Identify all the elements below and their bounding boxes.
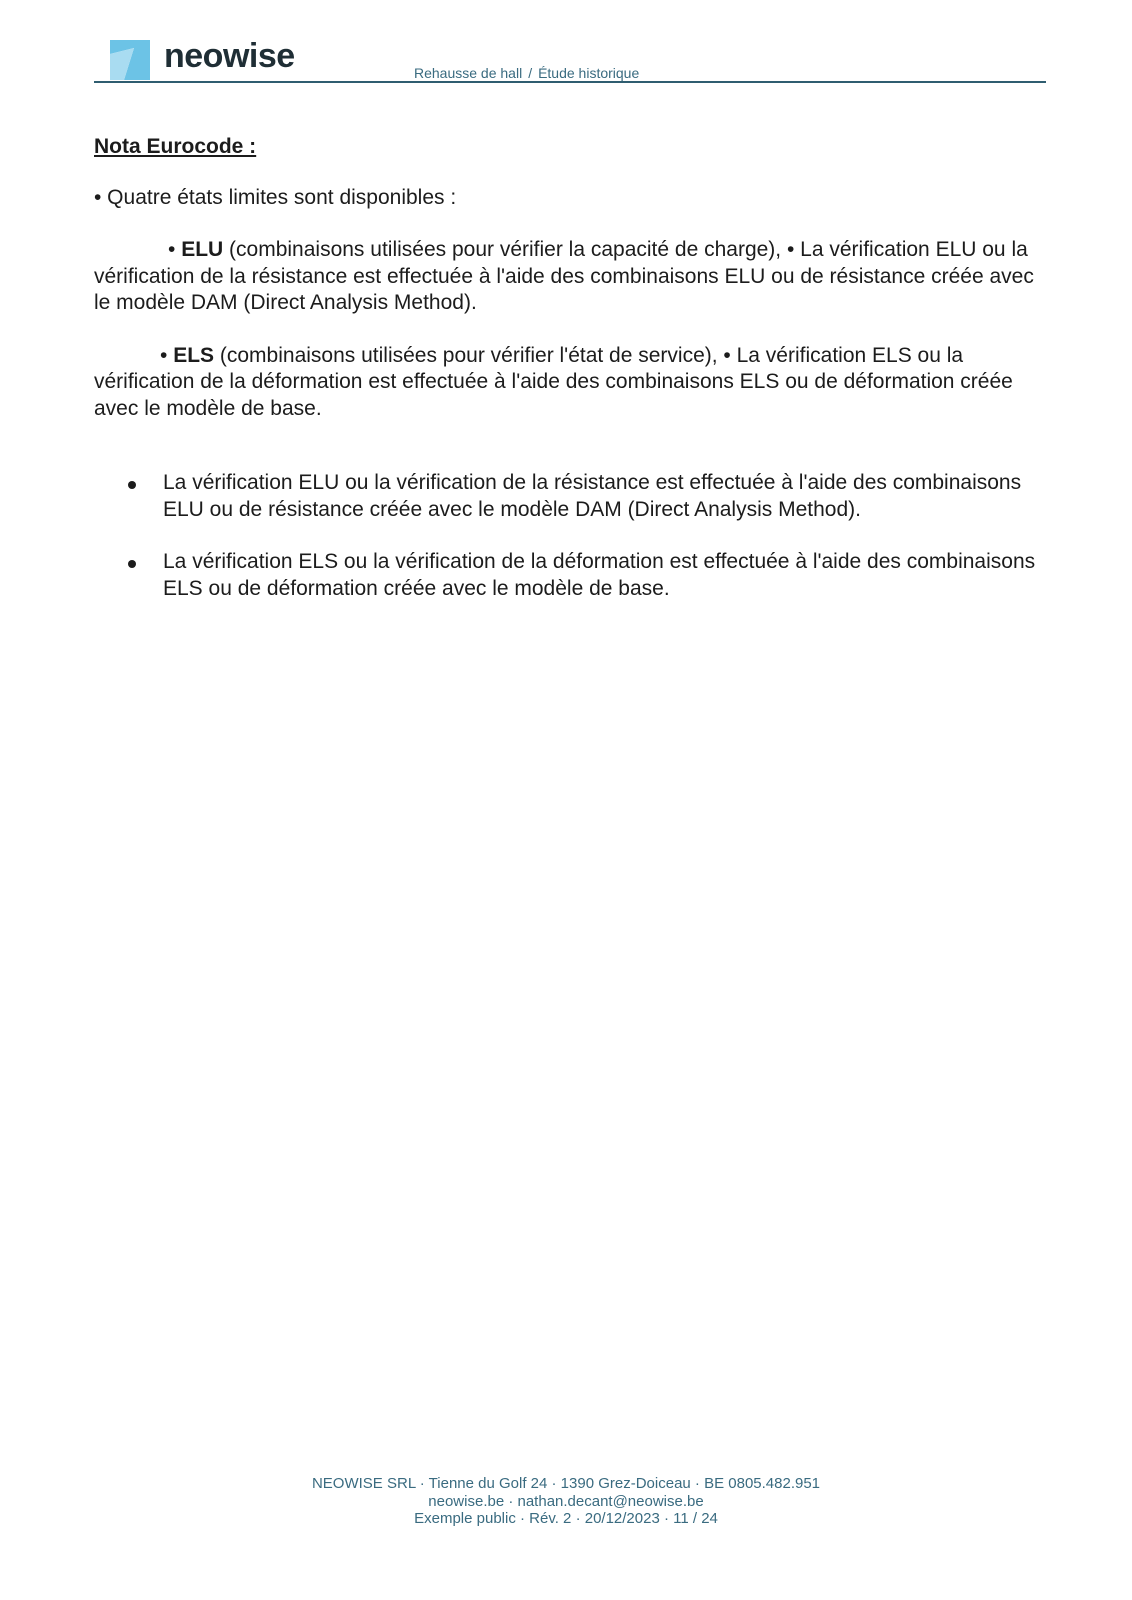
logo-wordmark: neowise	[164, 37, 295, 75]
bullet-icon	[128, 560, 136, 568]
list-item-text: La vérification ELS ou la vérification de la déformation est effectuée à l'aide des combinaisons ELS ou de déformation créée avec le modèle de base.	[163, 550, 1036, 600]
page-header	[94, 38, 1046, 82]
list-item-text: La vérification ELU ou la vérification de la résistance est effectuée à l'aide des combinaisons ELU ou de résistance créée avec le modèle DAM (Direct Analysis Method).	[163, 471, 1022, 521]
header-document-type: Étude historique	[538, 65, 640, 81]
header-divider	[94, 81, 1046, 83]
header-project: Rehausse de hall	[414, 65, 523, 81]
bullet-icon	[128, 481, 136, 489]
verification-list	[94, 470, 1044, 602]
els-term: ELS	[173, 343, 215, 367]
footer-contact: neowise.be · nathan.decant@neowise.be	[428, 1492, 704, 1510]
section-title: Nota Eurocode :	[94, 135, 257, 158]
list-item	[94, 549, 1044, 602]
els-bullet: •	[160, 343, 168, 367]
elu-text: (combinaisons utilisées pour vérifier la capacité de charge), • La vérification ELU ou la vérification de la résistance est effectuée à l'aide des combinaisons ELU ou de résistance créée avec le modèle DAM (Direct Analysis Method).	[94, 238, 1034, 314]
footer-document-info: Exemple public · Rév. 2 · 20/12/2023 · 11 / 24	[414, 1510, 718, 1527]
header-document-title	[414, 65, 639, 81]
elu-term: ELU	[181, 238, 224, 261]
els-text: (combinaisons utilisées pour vérifier l'état de service), • La vérification ELS ou la vérification de la déformation est effectuée à l'aide des combinaisons ELS ou de déformation créée avec le modèle de base.	[94, 343, 1013, 420]
elu-paragraph	[94, 237, 1044, 317]
neowise-logo-icon	[110, 40, 150, 80]
page-footer	[0, 1475, 1132, 1528]
elu-bullet: •	[168, 238, 176, 261]
footer-company: NEOWISE SRL · Tienne du Golf 24 · 1390 Grez-Doiceau · BE 0805.482.951	[311, 1475, 821, 1492]
page-content	[94, 134, 1044, 628]
header-separator: /	[528, 65, 533, 81]
list-item	[94, 470, 1044, 523]
intro-paragraph: • Quatre états limites sont disponibles :	[94, 185, 457, 209]
els-paragraph	[94, 343, 1044, 423]
